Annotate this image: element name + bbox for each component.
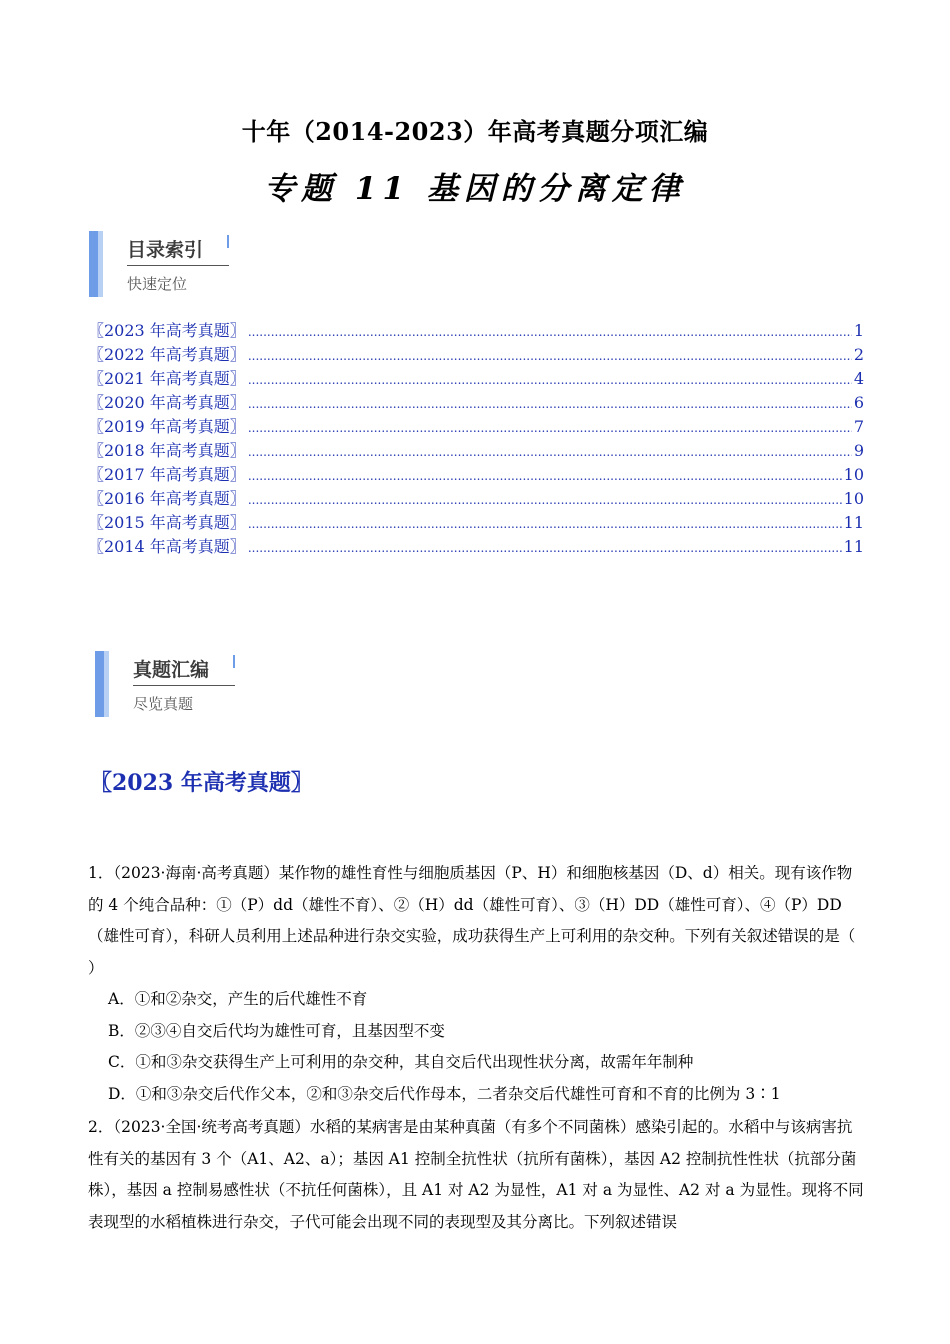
toc-leader (248, 325, 852, 339)
header-mark (233, 655, 235, 668)
toc-entry-2020[interactable] (88, 390, 864, 414)
toc-label: 〖2018 年高考真题〗 (88, 441, 246, 460)
toc-page: 11 (843, 513, 864, 532)
toc-page: 2 (853, 345, 864, 364)
toc-label: 〖2020 年高考真题〗 (88, 393, 246, 412)
toc-leader (248, 541, 842, 555)
question-1 (88, 858, 866, 1110)
question-2 (88, 1112, 866, 1240)
toc-entry-2016[interactable] (88, 486, 864, 510)
option-d: D．①和③杂交后代作父本，②和③杂交后代作母本，二者杂交后代雄性可育和不育的比例为 3∶1 (108, 1084, 781, 1103)
toc-label: 〖2016 年高考真题〗 (88, 489, 246, 508)
toc-page: 10 (843, 489, 864, 508)
toc-page: 4 (853, 369, 864, 388)
toc-label: 〖2023 年高考真题〗 (88, 321, 246, 340)
toc-leader (248, 445, 852, 459)
toc-header-title: 目录索引 (127, 239, 204, 261)
year-heading: 〖2023 年高考真题〗 (90, 770, 313, 796)
toc-leader (248, 397, 852, 411)
option-b: B．②③④自交后代均为雄性可育，且基因型不变 (108, 1021, 445, 1040)
document-title: 十年（2014-2023）年高考真题分项汇编 (241, 117, 709, 146)
option-c: C．①和③杂交获得生产上可利用的杂交种，其自交后代出现性状分离，故需年年制种 (108, 1053, 694, 1071)
header-divider (133, 685, 235, 686)
toc-label: 〖2014 年高考真题〗 (88, 537, 246, 556)
question-stem: 1．（2023·海南·高考真题）某作物的雄性育性与细胞质基因（P、H）和细胞核基因（D、d）相关。现有该作物的 4 个纯合品种：①（P）dd（雄性不育）、②（H）dd（雄性可育）、③（H）DD（雄性可育）、④（P）DD（雄性可育），科研人员利用上述品种进行杂交实验，成功获得生产上可利用的杂交种。下列有关叙述错误的是（ ） (88, 864, 856, 977)
header-mark (227, 235, 229, 248)
toc-page: 11 (843, 537, 864, 556)
toc-entry-2019[interactable] (88, 414, 864, 438)
toc-page: 6 (853, 393, 864, 412)
toc-label: 〖2021 年高考真题〗 (88, 369, 246, 388)
toc-leader (248, 373, 852, 387)
toc-label: 〖2019 年高考真题〗 (88, 417, 246, 436)
toc-leader (248, 493, 842, 507)
toc-entry-2022[interactable] (88, 342, 864, 366)
option-a: A．①和②杂交，产生的后代雄性不育 (108, 990, 368, 1008)
header-divider (127, 265, 229, 266)
toc-leader (248, 349, 852, 363)
toc-section-header (89, 231, 249, 303)
toc-leader (248, 469, 842, 483)
toc-entry-2021[interactable] (88, 366, 864, 390)
toc-page: 7 (853, 417, 864, 436)
toc-header-sub: 快速定位 (127, 275, 188, 293)
toc-leader (248, 421, 852, 435)
toc-entry-2014[interactable] (88, 534, 864, 558)
header-bar (89, 231, 98, 297)
header-bar-light (98, 231, 103, 297)
toc-label: 〖2017 年高考真题〗 (88, 465, 246, 484)
toc-page: 10 (843, 465, 864, 484)
toc-entry-2017[interactable] (88, 462, 864, 486)
toc-entry-2023[interactable] (88, 318, 864, 342)
toc-label: 〖2022 年高考真题〗 (88, 345, 246, 364)
header-bar (95, 651, 104, 717)
exam-header-title: 真题汇编 (133, 659, 210, 681)
toc-page: 9 (853, 441, 864, 460)
exam-section-header (95, 651, 255, 723)
question-stem: 2．（2023·全国·统考高考真题）水稻的某病害是由某种真菌（有多个不同菌株）感染引起的。水稻中与该病害抗性有关的基因有 3 个（A1、A2、a）；基因 A1 控制全抗性状（抗所有菌株），基因 A2 控制抗性性状（抗部分菌株），基因 a 控制易感性状（不抗任何菌株），且 A1 对 A2 为显性，A1 对 a 为显性、A2 对 a 为显性。现将不同表现型的水稻植株进行杂交，子代可能会出现不同的表现型及其分离比。下列叙述错误 (88, 1118, 864, 1231)
toc-entry-2015[interactable] (88, 510, 864, 534)
toc-entry-2018[interactable] (88, 438, 864, 462)
exam-header-sub: 尽览真题 (133, 695, 194, 713)
toc-leader (248, 517, 842, 531)
toc-label: 〖2015 年高考真题〗 (88, 513, 246, 532)
toc-page: 1 (853, 321, 864, 340)
header-bar-light (104, 651, 109, 717)
table-of-contents (88, 318, 864, 558)
document-subtitle: 专题 11 基因的分离定律 (264, 171, 686, 207)
